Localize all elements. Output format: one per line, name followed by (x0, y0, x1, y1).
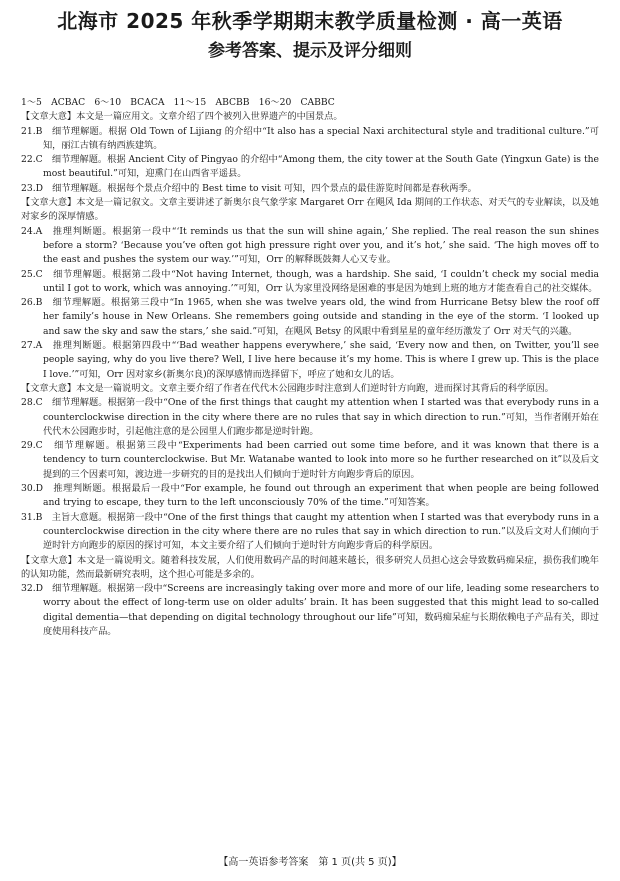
page-title: 北海市 2025 年秋季学期期末教学质量检测 · 高一英语 (57, 9, 563, 33)
page-subtitle: 参考答案、提示及评分细则 (208, 41, 412, 61)
article-summary: 【文章大意】本文是一篇说明文。文章主要介绍了作者在代代木公园跑步时注意到人们逆时针方向跑，进而探讨其背后的科学原因。 (21, 382, 554, 394)
explanation-item: 27.A 推理判断题。根据第四段中“‘Bad weather happens everywhere,’ she said, ‘Every now and then, on Twitter, you’ll see people saying, why do you live there? Well, I live here because it’s my home. This is where I grew up. This is the place I love.’”可知，Orr 因对家乡(新奥尔良)的深厚感情而选择留下，呼应了她和女儿的话。 (21, 340, 599, 380)
explanation-item: 23.D 细节理解题。根据每个景点介绍中的 Best time to visit 可知，四个景点的最佳游览时间都是春秋两季。 (21, 182, 477, 194)
article-summary: 【文章大意】本文是一篇说明文。随着科技发展，人们使用数码产品的时间越来越长，很多研究人员担心这会导致数码痴呆症，损伤我们晚年的认知功能，然而最新研究表明，这个担心可能是多余的。 (21, 554, 599, 580)
explanation-item: 24.A 推理判断题。根据第一段中“‘It reminds us that the sun will shine again,’ She replied. The real reason the sun shines before a storm? ‘Because you’ve often got high pressure right over you, and it’s hot,’ she said. ‘The high moves off to the east and pushes the system our way.’”可知，Orr 的解释既鼓舞人心又专业。 (21, 225, 599, 266)
explanation-item: 29.C 细节理解题。根据第三段中“Experiments had been carried out some time before, and it was known that there is a tendency to turn counterclockwise. But Mr. Watanabe wanted to look into more so he further researched on it”以及后文提到的三个因素可知，渡边进一步研究的目的是找出人们倾向于逆时针方向跑步背后的原因。 (21, 440, 599, 480)
page-footer: 【高一英语参考答案 第 1 页(共 5 页)】 (218, 857, 402, 868)
article-summary: 【文章大意】本文是一篇应用文。文章介绍了四个被列入世界遗产的中国景点。 (21, 111, 343, 123)
explanation-item: 21.B 细节理解题。根据 Old Town of Lijiang 的介绍中“It also has a special Naxi architectural style and traditional culture.”可知，丽江古镇有纳西族建筑。 (21, 125, 599, 151)
explanation-item: 28.C 细节理解题。根据第一段中“One of the first things that caught my attention when I started was that everybody runs in a counterclockwise direction in the city where there are no rules that say in which direction to run.”可知，当作者刚开始在代代木公园跑步时，引起他注意的是公园里人们跑步都是逆时针跑。 (21, 397, 599, 437)
explanation-item: 30.D 推理判断题。根据最后一段中“For example, he found out through an experiment that when people are being followed and trying to escape, they turn to the left unconsciously 70% of the time.”可知答案。 (21, 483, 599, 509)
answer-key-line: 1～5 ACBAC 6～10 BCACA 11～15 ABCBB 16～20 CABBC (21, 97, 335, 108)
answer-content (21, 96, 599, 639)
explanation-item: 22.C 细节理解题。根据 Ancient City of Pingyao 的介绍中“Among them, the city tower at the South Gate (Yingxun Gate) is the most beautiful.”可知，迎熏门在山西省平遥县。 (21, 154, 599, 180)
article-summary: 【文章大意】本文是一篇记叙文。文章主要讲述了新奥尔良气象学家 Margaret Orr 在飓风 Ida 期间的工作状态、对天气的专业解读，以及她对家乡的深厚情感。 (21, 197, 599, 223)
explanation-item: 32.D 细节理解题。根据第一段中“Screens are increasingly taking over more and more of our life, leading some researchers to worry about the effect of long-term use on older adults’ brain. It has been suggested that this might lead to so-called digital dementia—that depending on digital technology throughout our life”可知，数码痴呆症与长期依赖电子产品有关，即过度使用科技产品。 (21, 583, 599, 637)
explanation-item: 25.C 细节理解题。根据第二段中“Not having Internet, though, was a hardship. She said, ‘I couldn’t check my social media until I got to work, which was annoying.’”可知，Orr 认为家里没网络是困难的事是因为她到上班的地方才能查看自己的社交媒体。 (21, 268, 599, 294)
explanation-item: 26.B 细节理解题。根据第三段中“In 1965, when she was twelve years old, the wind from Hurricane Betsy blew the roof off her family’s house in New Orleans. She remembers going outside and standing in the eye of the storm. ‘I looked up and saw the sky and saw the stars,’ she said.”可知，在飓风 Betsy 的风眼中看到星星的童年经历激发了 Orr 对天气的兴趣。 (21, 297, 599, 337)
explanation-item: 31.B 主旨大意题。根据第一段中“One of the first things that caught my attention when I started was that everybody runs in a counterclockwise direction in the city where there are no rules that say in which direction to run.”以及后文对人们倾向于逆时针方向跑步的原因的探讨可知，本文主要介绍了人们倾向于逆时针方向跑步背后的科学原因。 (21, 511, 599, 552)
